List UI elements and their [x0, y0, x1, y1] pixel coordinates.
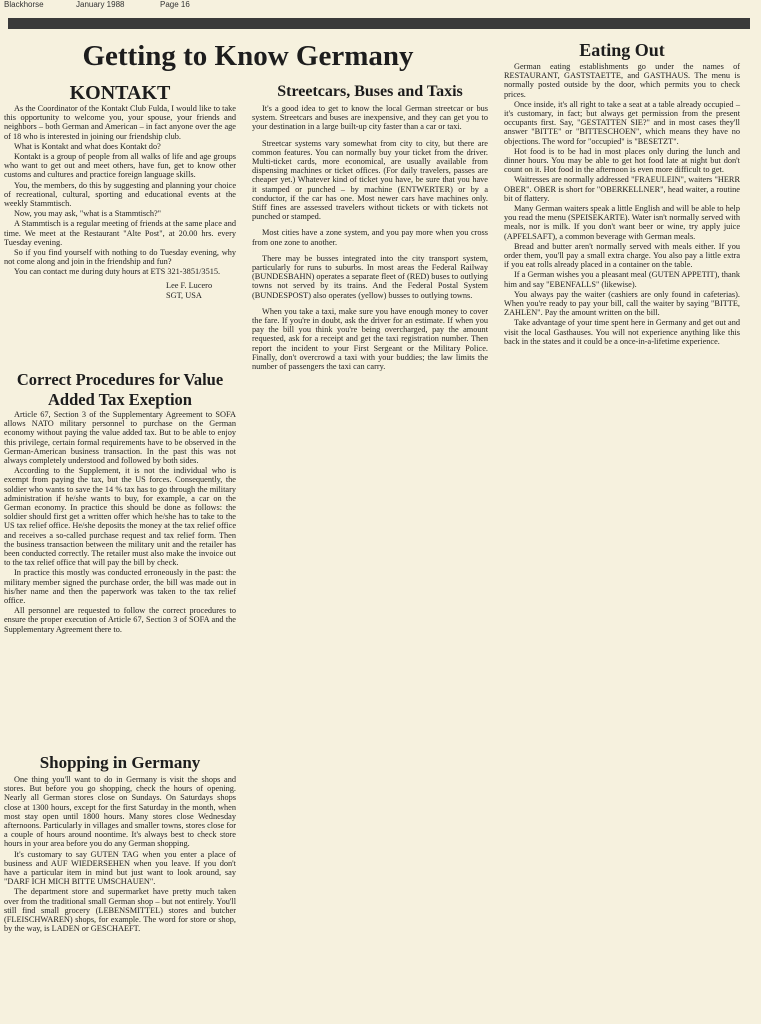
page-title: Getting to Know Germany: [82, 40, 414, 72]
streetcars-article: [252, 104, 488, 378]
vat-heading: Correct Procedures for Value Added Tax Exeption: [16, 370, 224, 409]
kontakt-paragraph: So if you find yourself with nothing to do Tuesday evening, why not come along and join in the friendship and fun?: [4, 248, 236, 267]
shopping-paragraph: It's customary to say GUTEN TAG when you enter a place of business and AUF WIEDERSEHEN when you leave. If you don't have a particular item in mind but just want to look around, say "DARF ICH MICH BITTE UMSCHAUEN".: [4, 849, 236, 887]
kontakt-paragraph: You can contact me during duty hours at ETS 321-3851/3515.: [14, 267, 221, 277]
header-rule: [8, 18, 750, 29]
kontakt-paragraph: What is Kontakt and what does Kontakt do?: [14, 141, 161, 151]
shopping-heading: Shopping in Germany: [39, 753, 201, 772]
eating-paragraph: Take advantage of your time spent here in Germany and get out and visit the local Gasthauses. You will not experience anything like this back in the states and it could be a once-in-a-lifetime experience.: [504, 318, 740, 346]
vat-paragraph: In practice this mostly was conducted erroneously in the past: the military member signed the purchase order, the bill was made out in his/her name and then the paperwork was taken to the tax relief office.: [4, 568, 236, 606]
streetcars-paragraph: Streetcar systems vary somewhat from city to city, but there are common features. You can normally buy your ticket from the driver. Multi-ticket cards, more economical, are usually available from dispensing machines or ticket offices. (For daily travelers, passes are cheaper yet.) Whatever kind of ticket you have, be sure that you have it stamped or punched – by machine (ENTWERTER) or by a conductor, if the car has one. Most newer cars have machines only. Stiff fines are assessed travelers without tickets or with tickets not punched or stamped.: [252, 138, 488, 222]
kontakt-article: [4, 104, 236, 301]
eating-paragraph: Many German waiters speak a little English and will be able to help you read the menu (SPEISEKARTE). Water isn't normally served with meals, nor is milk. If you don't want beer or wine, try apply juice (APFELSAFT), a common beverage with German meals.: [504, 204, 740, 241]
kontakt-paragraph: Kontakt is a group of people from all walks of life and age groups who want to get out and meet others, have fun, get to know other customs and cultures and practice foreign language skills.: [4, 152, 236, 180]
signature-rank: SGT, USA: [166, 290, 202, 300]
streetcars-paragraph: It's a good idea to get to know the local German streetcar or bus system. Streetcars and buses are inexpensive, and they can get you to your destination in a large built-up city faster than a car or taxi.: [252, 104, 488, 132]
kontakt-paragraph: A Stammtisch is a regular meeting of friends at the same place and time. We meet at the Restaurant "Alte Post", at 20.00 hrs. every Tuesday evening.: [4, 219, 236, 247]
page-header: [0, 0, 761, 12]
vat-paragraph: According to the Supplement, it is not the individual who is exempt from paying the tax, but the US forces. Consequently, the soldier who wants to save the 14 % tax has to go through the military administration if he/she wants to buy, for example, a car on the German economy. In practice this should be done as follows: the soldier should first get a written offer which he/she has to take to the US tax relief office. He/she deposits the money at the tax relief office and receives a so-called purchase request and tax relief form. Then the business transaction between the military unit and the retailer has been conducted correctly. The retailer must also make the invoice out to the tax relief office that will pay the bill by check.: [4, 466, 236, 568]
kontakt-paragraph: You, the members, do this by suggesting and planning your choice of recreational, cultural, sporting and educational events at the weekly Stammtisch.: [4, 180, 236, 209]
vat-paragraph: Article 67, Section 3 of the Supplementary Agreement to SOFA allows NATO military personnel to purchase on the German economy without paying the value added tax. But to be able to enjoy this privilege, certain formal requirements have to be observed in the German-American business transaction. In the past this was not always completely understood and followed by both sides.: [4, 410, 236, 466]
streetcars-paragraph: Most cities have a zone system, and you pay more when you cross from one zone to another.: [252, 228, 488, 247]
streetcars-paragraph: When you take a taxi, make sure you have enough money to cover the fare. If you're in doubt, ask the driver for an estimate. If when you pay the bill you think you're being overcharged, pay the amount requested, ask for a receipt and get the taxi registration number. Then report the incident to your First Sergeant or the Military Police. Finally, don't overcrowd a taxi with your buddies; the law limits the number of passengers the taxi can carry.: [252, 306, 488, 372]
eating-paragraph: German eating establishments go under the names of RESTAURANT, GASTSTAETTE, and GASTHAUS. The menu is normally posted outside by the door, which permits you to check prices.: [504, 62, 740, 99]
streetcars-paragraph: There may be busses integrated into the city transport system, particularly for runs to suburbs. In most areas the Federal Railway (BUNDESBAHN) operates a separate fleet of (RED) buses to outlying towns not served by its trains. And the Federal Postal System (BUNDESPOST) also operates (yellow) busses to outlying towns.: [252, 253, 488, 300]
shopping-article: [4, 775, 236, 934]
streetcars-heading: Streetcars, Buses and Taxis: [277, 83, 463, 100]
page-number: Page 16: [160, 0, 190, 9]
eating-paragraph: Waitresses are normally addressed "FRAEULEIN", waiters "HERR OBER". OBER is short for "OBERKELLNER", head waiter, a routine bit of flattery.: [504, 175, 740, 203]
issue-date: January 1988: [76, 0, 125, 9]
eating-paragraph: Once inside, it's all right to take a seat at a table already occupied – it's customary, in fact; but always get permission from the present occupants first. Say, "GESTATTEN SIE?" and in most cases they'll answer "BITTE" or "BITTESCHOEN", which means they have no objections. The word for "occupied" is "BESETZT".: [504, 99, 740, 146]
eating-paragraph: Hot food is to be had in most places only during the lunch and dinner hours. You may be able to get hot food late at night but don't count on it. Hot food in the afternoon is even more difficult to get.: [504, 146, 740, 175]
kontakt-paragraph: As the Coordinator of the Kontakt Club Fulda, I would like to take this opportunity to welcome you, your spouse, your friends and neighbors – both German and American – in fact anyone over the age of 18 who is interested in joining our friendship club.: [4, 104, 236, 141]
shopping-paragraph: The department store and supermarket have pretty much taken over from the traditional small German shop – but not entirely. You'll still find small grocery (LEBENSMITTEL) stores and butcher (FLEISCHWAREN) shops, for example. The word for store or shop, by the way, is LADEN or GESCHAEFT.: [4, 887, 236, 934]
kontakt-heading: KONTAKT: [69, 82, 171, 104]
eating-heading: Eating Out: [579, 40, 665, 60]
shopping-paragraph: One thing you'll want to do in Germany is visit the shops and stores. But before you go shopping, check the hours of opening. Nearly all German stores close on Sundays. On Saturdays shops close at 1300 hours, except for the first Saturday in the month, when most stay open until 1800 hours. Many stores close Wednesday afternoons. Particularly in villages and smaller towns, stores close for a couple of hours around noontime. It's always best to check store hours in your area before you do any German shopping.: [4, 775, 236, 849]
eating-paragraph: Bread and butter aren't normally served with meals either. If you order them, you'll pay a small extra charge. You also pay a little extra if you eat rolls already placed in a container on the table.: [504, 241, 740, 270]
publication-name: Blackhorse: [4, 0, 44, 9]
kontakt-paragraph: Now, you may ask, "what is a Stammtisch?": [14, 209, 162, 219]
eating-article: [504, 62, 740, 347]
vat-paragraph: All personnel are requested to follow the correct procedures to ensure the proper execution of Article 67, Section 3 of SOFA and the Supplementary Agreement there to.: [4, 606, 236, 634]
eating-paragraph: You always pay the waiter (cashiers are only found in cafeterias). When you're ready to pay your bill, call the waiter by saying "BITTE, ZAHLEN". Pay the amount written on the bill.: [504, 289, 740, 318]
vat-article: [4, 410, 236, 635]
signature-name: Lee F. Lucero: [166, 280, 213, 290]
eating-paragraph: If a German wishes you a pleasant meal (GUTEN APPETIT), thank him and say "EBENFALLS" (likewise).: [504, 270, 740, 289]
